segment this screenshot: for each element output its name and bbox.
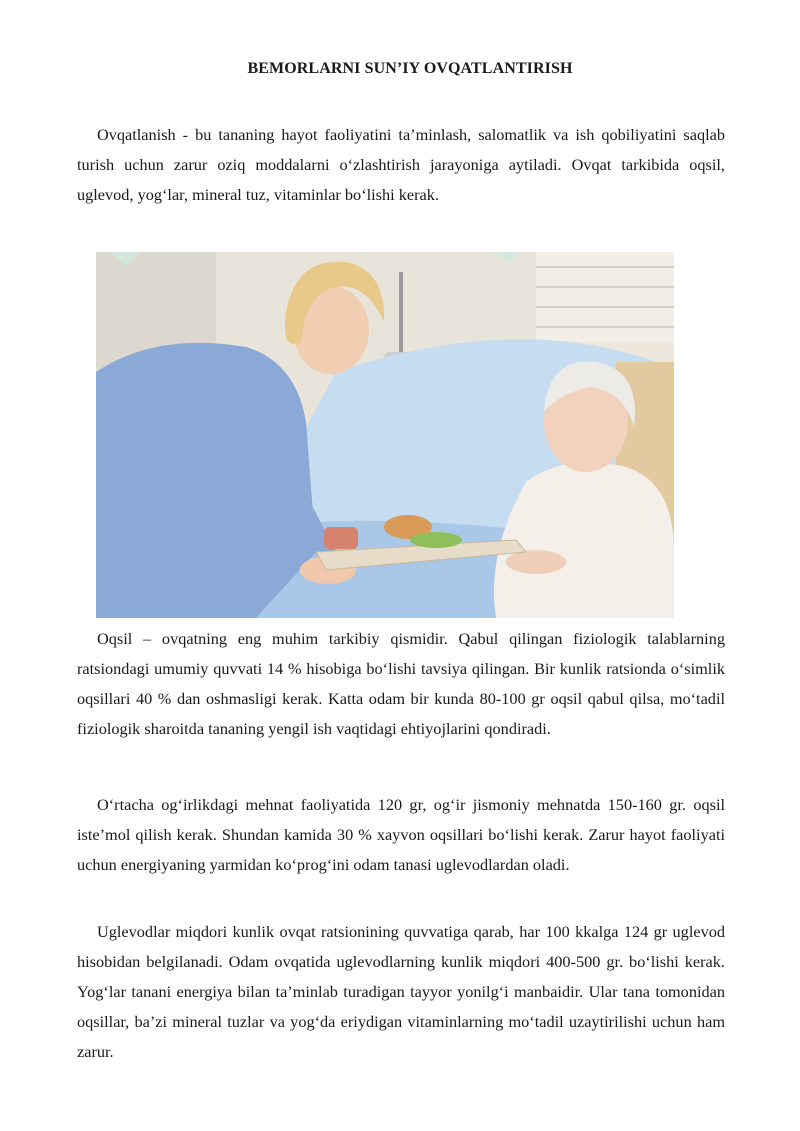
paragraph-intro: Ovqatlanish - bu tananing hayot faoliyatini ta’minlash, salomatlik va ish qobiliyatini saqlab turish uchun zarur oziq moddalarni oʻzlashtirish jarayoniga aytiladi. Ovqat tarkibida oqsil, uglevod, yogʻlar, mineral tuz, vitaminlar boʻlishi kerak. bbox=[77, 125, 725, 204]
nurse-serving-patient-photo bbox=[96, 252, 674, 618]
window-blinds bbox=[536, 252, 674, 342]
paragraph-protein-needs: Oʻrtacha ogʻirlikdagi mehnat faoliyatida 120 gr, ogʻir jismoniy mehnatda 150-160 gr. oqsil iste’mol qilish kerak. Shundan kamida 30 % xayvon oqsillari boʻlishi kerak. Zarur hayot faoliyati uchun energiyaning yarmidan koʻprogʻini odam tanasi uglevodlardan oladi. bbox=[77, 795, 725, 874]
paragraph-protein: Oqsil – ovqatning eng muhim tarkibiy qismidir. Qabul qilingan fiziologik talablarning ratsiondagi umumiy quvvati 14 % hisobiga boʻlishi tavsiya qilingan. Bir kunlik ratsionda oʻsimlik oqsillari 40 % dan oshmasligi kerak. Katta odam bir kunda 80-100 gr oqsil qabul qilsa, moʻtadil fiziologik sharoitda tananing yengil ish vaqtidagi ehtiyojlarini qondiradi. bbox=[77, 629, 725, 738]
paragraph-carbohydrates: Uglevodlar miqdori kunlik ovqat ratsionining quvvatiga qarab, har 100 kkalga 124 gr uglevod hisobidan belgilanadi. Odam ovqatida uglevodlarning kunlik miqdori 400-500 gr. boʻlishi kerak. Yogʻlar tanani energiya bilan ta’minlab turadigan tayyor yonilgʻi manbaidir. Ular tana tomonidan oqsillar, ba’zi mineral tuzlar va yogʻda eriydigan vitaminlarning moʻtadil uzaytirilishi uchun ham zarur. bbox=[77, 922, 725, 1061]
document-title: BEMORLARNI SUN’IY OVQATLANTIRISH bbox=[247, 60, 573, 77]
